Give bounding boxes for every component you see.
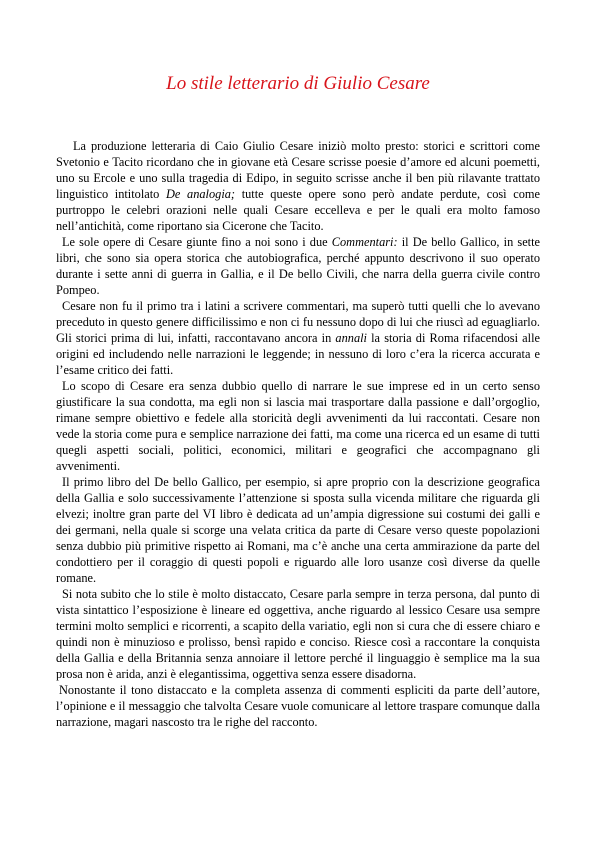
paragraph-text: tutte queste opere sono però andate perdute, così come purtroppo le celebri orazioni nelle quali Cesare eccelleva e per le quali era molto famoso nell’antichità, come riportano sia Cicerone che Tacito.	[56, 187, 540, 233]
paragraph-5	[56, 474, 540, 586]
body-text	[56, 138, 540, 730]
italic-title: Commentari:	[331, 235, 398, 249]
paragraph-4	[56, 378, 540, 474]
paragraph-2	[56, 234, 540, 298]
paragraph-text: Si nota subito che lo stile è molto distaccato, Cesare parla sempre in terza persona, dal punto di vista sintattico l’esposizione è lineare ed oggettiva, anche riguardo al lessico Cesare usa sempre termini molto semplici e ricorrenti, a scapito della variatio, egli non si cura che di essere chiaro e quindi non è minuzioso e prolisso, bensì rapido e conciso. Riesce così a raccontare la conquista della Gallia e della Britannia senza annoiare il lettore perché il linguaggio è semplice ma la sua prosa non è arida, anzi è elegantissima, oggettiva senza essere disadorna.	[56, 587, 540, 681]
paragraph-1	[56, 138, 540, 234]
paragraph-text: La produzione letteraria di Caio Giulio Cesare iniziò molto presto: storici e scrittori come Svetonio e Tacito ricordano che in giovane età Cesare scrisse poesie d’amore ed alcuni poemetti, uno su Ercole e uno sulla tragedia di Edipo, in seguito scrisse anche il ben più rilavante trattato linguistico intitolato	[56, 139, 540, 201]
italic-title: De analogia;	[166, 187, 236, 201]
paragraph-text: il De bello Gallico, in sette libri, che sono sia opera storica che autobiografica, perché appunto descrivono il suo operato durante i sette anni di guerra in Gallia, e il De bello Civili, che narra della guerra civile contro Pompeo.	[56, 235, 541, 297]
paragraph-3	[56, 298, 540, 378]
paragraph-7	[56, 682, 540, 730]
paragraph-text: Le sole opere di Cesare giunte fino a noi sono i due	[62, 235, 332, 249]
paragraph-text: la storia di Roma rifacendosi alle origini ed includendo nelle narrazioni le leggende; in nessuno di loro c’era la ricerca accurata e l’esame critico dei fatti.	[56, 331, 540, 377]
paragraph-text: Nonostante il tono distaccato e la completa assenza di commenti espliciti da parte dell’autore, l’opinione e il messaggio che talvolta Cesare vuole comunicare al lettore traspare comunque dalla narrazione, magari nascosto tra le righe del racconto.	[56, 683, 540, 729]
italic-term: annali	[335, 331, 367, 345]
paragraph-6	[56, 586, 540, 682]
paragraph-text: Il primo libro del De bello Gallico, per esempio, si apre proprio con la descrizione geografica della Gallia e solo successivamente l’attenzione si sposta sulla vicenda militare che riguarda gli elvezi; inoltre gran parte del VI libro è dedicata ad un’ampia digressione sui costumi dei galli e dei germani, nella quale si scorge una velata critica da parte di Cesare verso queste popolazioni senza dubbio più primitive rispetto ai Romani, ma c’è anche una certa ammirazione da parte del condottiero per il coraggio di questi popoli e riguardo alle loro usanze così diverse da quelle romane.	[56, 475, 540, 585]
page-title: Lo stile letterario di Giulio Cesare	[166, 73, 430, 94]
paragraph-text: Cesare non fu il primo tra i latini a scrivere commentari, ma superò tutti quelli che lo avevano preceduto in questo genere difficilissimo e non ci fu nessuno dopo di lui che riuscì ad eguagliarlo. Gli storici prima di lui, infatti, raccontavano ancora in	[56, 299, 540, 345]
paragraph-text: Lo scopo di Cesare era senza dubbio quello di narrare le sue imprese ed in un certo senso giustificare la sua condotta, ma egli non si lascia mai trasportare dalla passione e dall’orgoglio, rimane sempre obiettivo e fedele alla storicità degli avvenimenti da lui raccontati. Cesare non vede la storia come pura e semplice narrazione dei fatti, ma come una ricerca ed un esame di tutti quegli aspetti sociali, politici, economici, militari e geografici che accompagnano gli avvenimenti.	[56, 379, 540, 473]
